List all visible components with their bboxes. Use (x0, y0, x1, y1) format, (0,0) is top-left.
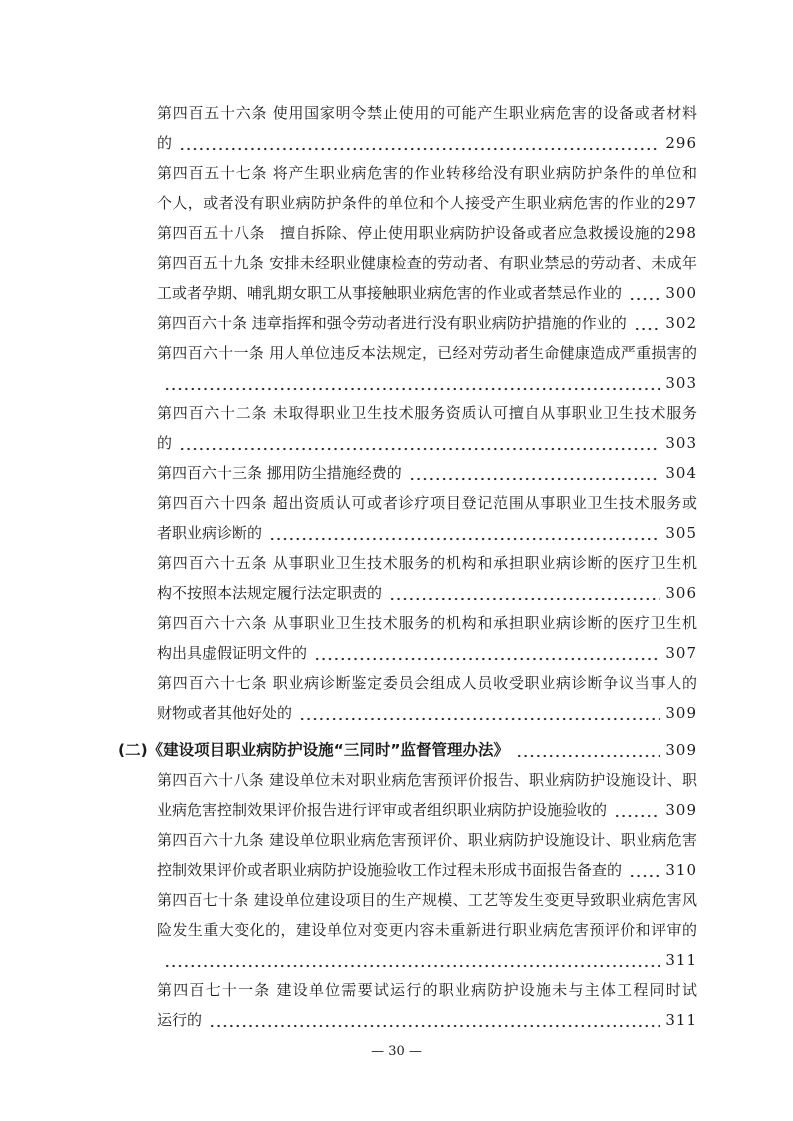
toc-entry-line (157, 608, 697, 638)
footer-page-number: — 30 — (371, 1044, 422, 1059)
article-number: 第四百六十一条 (157, 344, 265, 362)
page-number: 296 (665, 134, 697, 152)
toc-entry-line (157, 668, 697, 698)
toc-entry-line (157, 915, 697, 945)
entry-title: 职业病诊断鉴定委员会组成人员收受职业病诊断争议当事人的 (272, 674, 697, 692)
page-number: 298 (665, 224, 697, 242)
page-number: 305 (665, 524, 697, 542)
section-title: (二)《建设项目职业病防护设施“三同时”监督管理办法》 (118, 741, 510, 759)
entry-title: 违章指挥和强令劳动者进行没有职业病防护措施的作业的 (251, 314, 627, 332)
dot-leader (408, 458, 661, 488)
article-number: 第四百六十四条 (157, 494, 268, 512)
entry-title: 建设单位需要试运行的职业病防护设施未与主体工程同时试 (276, 981, 697, 999)
entry-title: 建设单位建设项目的生产规模、工艺等发生变更导致职业病危害风 (253, 891, 697, 909)
toc-entry-line (157, 368, 697, 398)
dot-leader (613, 795, 660, 825)
entry-title: 从事职业卫生技术服务的机构和承担职业病诊断的医疗卫生机 (272, 554, 697, 572)
dot-leader (298, 698, 660, 728)
page-number: 304 (665, 464, 697, 482)
dot-leader (628, 278, 660, 308)
entry-title: 者职业病诊断的 (157, 524, 263, 542)
entry-title: 的 (157, 434, 173, 452)
toc-entry-line (157, 188, 697, 218)
toc-entry-line (157, 248, 697, 278)
toc-entry-line (157, 98, 697, 128)
entry-title: 险发生重大变化的，建设单位对变更内容未重新进行职业病危害预评价和评审的 (157, 921, 697, 939)
dot-leader (163, 945, 660, 975)
page-number: 309 (665, 801, 697, 819)
toc-entry-line (157, 128, 697, 158)
page-number: 306 (665, 584, 697, 602)
entry-title: 工或者孕期、哺乳期女职工从事接触职业病危害的作业或者禁忌作业的 (157, 284, 623, 302)
page-number: 311 (665, 1011, 697, 1029)
dot-leader (208, 1005, 660, 1035)
entry-title: 构出具虚假证明文件的 (157, 644, 308, 662)
toc-entry-line (157, 765, 697, 795)
entry-title: 建设单位未对职业病危害预评价报告、职业病防护设施设计、职 (269, 771, 697, 789)
toc-entry-line (157, 975, 697, 1005)
toc-entry-line (157, 338, 697, 368)
article-number: 第四百五十七条 (157, 164, 268, 182)
page-number: 309 (665, 704, 697, 722)
toc-entry-line (157, 218, 697, 248)
article-number: 第四百五十九条 (157, 254, 265, 272)
table-of-contents (118, 98, 697, 1035)
toc-entry-line (157, 885, 697, 915)
article-number: 第四百五十八条 (157, 224, 265, 242)
toc-entry-line (157, 1005, 697, 1035)
dot-leader (178, 428, 660, 458)
toc-entry-line (157, 795, 697, 825)
dot-leader (268, 518, 660, 548)
entry-title: 建设单位职业病危害预评价、职业病防护设施设计、职业病危害 (269, 831, 697, 849)
entry-title: 业病危害控制效果评价报告进行评审或者组织职业病防护设施验收的 (157, 801, 608, 819)
article-number: 第四百六十七条 (157, 674, 268, 692)
page-number: 310 (665, 861, 697, 879)
dot-leader (178, 128, 660, 158)
entry-title: 运行的 (157, 1011, 203, 1029)
toc-entry-line (157, 945, 697, 975)
toc-entry-line (157, 488, 697, 518)
toc-entry-line (157, 638, 697, 668)
toc-entry-line (157, 578, 697, 608)
dot-leader (633, 308, 661, 338)
entry-title: 使用国家明令禁止使用的可能产生职业病危害的设备或者材料 (272, 104, 697, 122)
page-number: 297 (665, 194, 697, 212)
dot-leader (628, 855, 660, 885)
toc-entry-line (157, 518, 697, 548)
article-number: 第四百五十六条 (157, 104, 268, 122)
toc-entry-line (157, 855, 697, 885)
page-number: 307 (665, 644, 697, 662)
entry-title: 超出资质认可或者诊疗项目登记范围从事职业卫生技术服务或 (272, 494, 697, 512)
article-number: 第四百六十六条 (157, 614, 268, 632)
entry-title: 个人，或者没有职业病防护条件的单位和个人接受产生职业病危害的作业的 (157, 194, 666, 212)
page-number: 302 (665, 314, 697, 332)
dot-leader (313, 638, 660, 668)
article-number: 第四百六十三条 (157, 464, 263, 482)
article-number: 第四百六十九条 (157, 831, 265, 849)
entry-title: 的 (157, 134, 173, 152)
page-number: 309 (665, 741, 697, 759)
entry-title: 擅自拆除、停止使用职业病防护设备或者应急救援设施的 (280, 224, 666, 242)
page-number: 303 (665, 374, 697, 392)
toc-entry-line (157, 158, 697, 188)
dot-leader (388, 578, 660, 608)
entry-title: 从事职业卫生技术服务的机构和承担职业病诊断的医疗卫生机 (272, 614, 697, 632)
entry-title: 未取得职业卫生技术服务资质认可擅自从事职业卫生技术服务 (272, 404, 697, 422)
entry-title: 构不按照本法规定履行法定职责的 (157, 584, 383, 602)
page-footer (0, 1044, 793, 1059)
article-number: 第四百六十八条 (157, 771, 265, 789)
toc-entry-line (157, 458, 697, 488)
toc-entry-line (157, 825, 697, 855)
toc-entry-line (157, 308, 697, 338)
article-number: 第四百六十条 (157, 314, 248, 332)
article-number: 第四百七十条 (157, 891, 249, 909)
toc-entry-line (157, 428, 697, 458)
toc-entry-line (157, 548, 697, 578)
article-number: 第四百六十二条 (157, 404, 268, 422)
entry-title: 安排未经职业健康检查的劳动者、有职业禁忌的劳动者、未成年 (269, 254, 697, 272)
entry-title: 财物或者其他好处的 (157, 704, 293, 722)
dot-leader (163, 368, 660, 398)
article-number: 第四百六十五条 (157, 554, 268, 572)
page-number: 311 (665, 951, 697, 969)
toc-entry-line (157, 278, 697, 308)
section-heading (118, 735, 697, 765)
entry-title: 挪用防尘措施经费的 (266, 464, 402, 482)
entry-title: 控制效果评价或者职业病防护设施验收工作过程未形成书面报告备查的 (157, 861, 623, 879)
entry-title: 将产生职业病危害的作业转移给没有职业病防护条件的单位和 (272, 164, 697, 182)
page-number: 300 (665, 284, 697, 302)
dot-leader (515, 735, 660, 765)
entry-title: 用人单位违反本法规定，已经对劳动者生命健康造成严重损害的 (269, 344, 697, 362)
toc-entry-line (157, 698, 697, 728)
article-number: 第四百七十一条 (157, 981, 271, 999)
toc-entry-line (157, 398, 697, 428)
page-number: 303 (665, 434, 697, 452)
